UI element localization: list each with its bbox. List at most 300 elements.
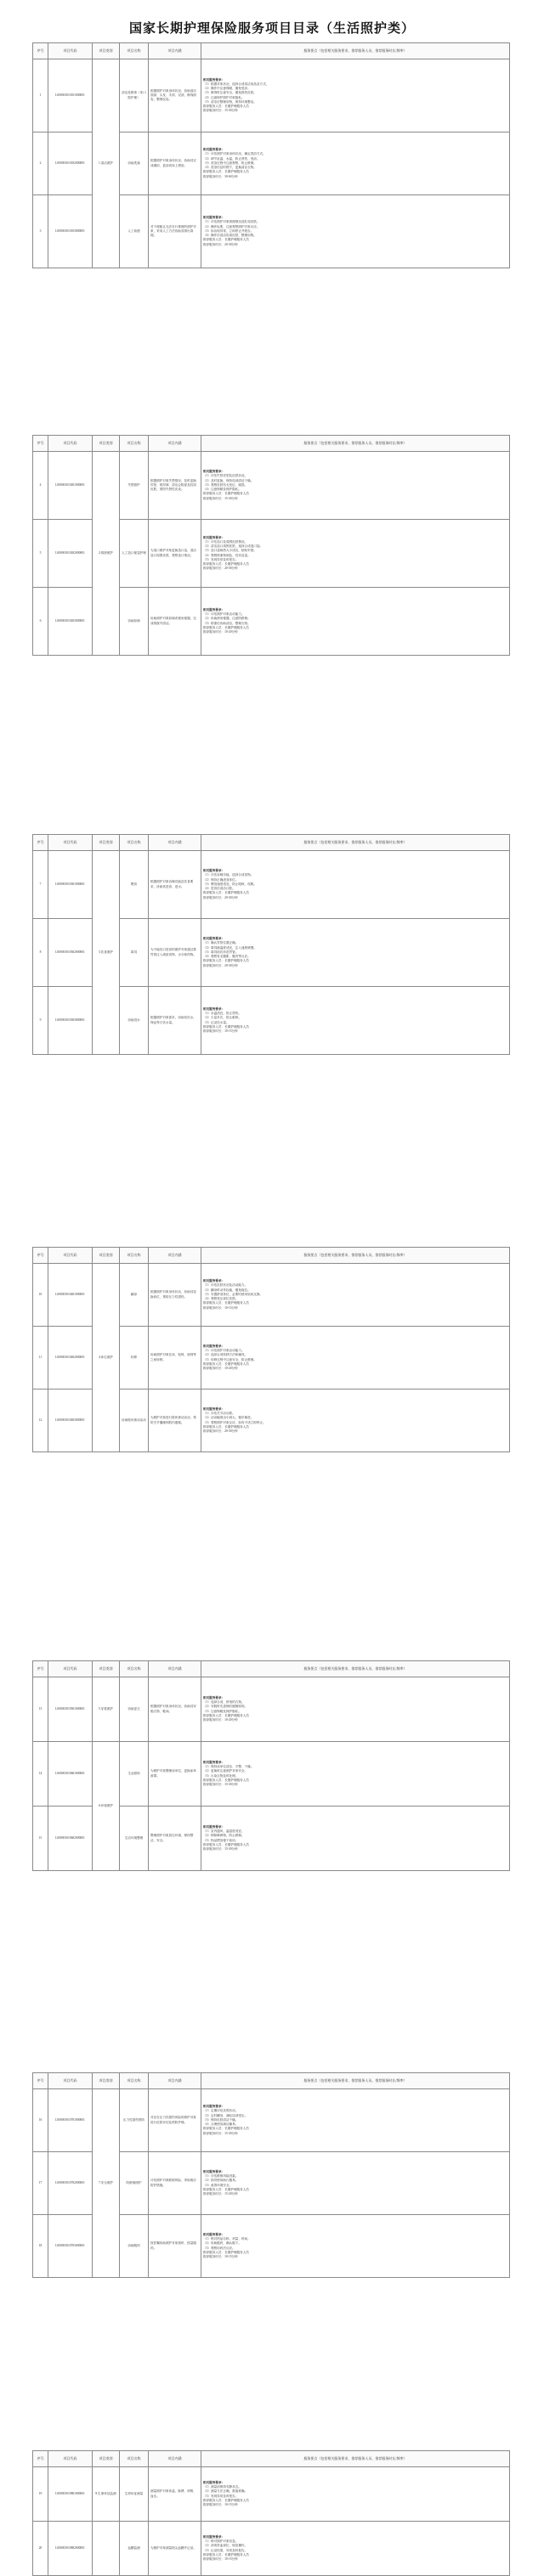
requirements-line: （4）进食后清洁口腔。 bbox=[203, 887, 235, 891]
row-number: 14 bbox=[33, 1742, 48, 1807]
header-content: 项目内涵 bbox=[149, 436, 201, 452]
row-number: 6 bbox=[33, 588, 48, 656]
requirements-line: （2）更换时注意照护对象安全。 bbox=[203, 1769, 248, 1773]
item-requirements bbox=[201, 520, 510, 588]
requirements-line: （1）评估造口及周围皮肤情况。 bbox=[203, 539, 248, 544]
requirements-line: 推荐服务时长：10-15分钟 bbox=[203, 2556, 238, 2561]
item-name: 压力性损伤预防 bbox=[120, 2089, 149, 2152]
item-code: L000001010802000001 bbox=[48, 2522, 93, 2576]
header-no: 序号 bbox=[33, 2073, 48, 2089]
row-number: 3 bbox=[33, 195, 48, 268]
requirements-heading: 相关服务要求： bbox=[203, 1695, 225, 1699]
requirements-heading: 相关服务要求： bbox=[203, 2232, 225, 2236]
catalog-table-page bbox=[32, 2072, 510, 2278]
requirements-line: （2）协助使用便器，注意防跌倒。 bbox=[203, 617, 251, 621]
requirements-line: 推荐服务时长：30-60分钟 bbox=[203, 174, 238, 178]
requirements-heading: 相关服务要求： bbox=[203, 607, 225, 612]
requirements-line: （1）评估皮肤状况及活动能力。 bbox=[203, 1283, 248, 1288]
header-requirements: 服务要点（包括相关服务要求、推荐服务人员、推荐服务时长/频率） bbox=[201, 1248, 510, 1264]
requirements-heading: 相关服务要求： bbox=[203, 1824, 225, 1829]
header-no: 序号 bbox=[33, 1661, 48, 1677]
row-number: 15 bbox=[33, 1807, 48, 1871]
header-no: 序号 bbox=[33, 2451, 48, 2467]
item-code: L000001010702000001 bbox=[48, 2152, 93, 2215]
item-code: L000001010201000001 bbox=[48, 452, 93, 520]
row-number: 8 bbox=[33, 919, 48, 987]
row-number: 19 bbox=[33, 2467, 48, 2522]
requirements-line: （4）洗浴后及时擦干，更换清洁衣物。 bbox=[203, 166, 257, 170]
requirements-heading: 相关服务要求： bbox=[203, 216, 225, 220]
requirements-line: 推荐服务人员：长期护理服务人员 bbox=[203, 561, 249, 566]
item-content: 为照护对象进行肢体被动活动，预防关节僵硬和肌肉萎缩。 bbox=[149, 1389, 201, 1452]
requirements-line: （1）选择合适、舒适的衣物。 bbox=[203, 1700, 245, 1705]
item-code: L000001010703000001 bbox=[48, 2215, 93, 2278]
item-category: 3.饮食照护 bbox=[93, 851, 120, 1055]
item-name: 转移 bbox=[120, 1327, 149, 1389]
header-name: 项目名称 bbox=[120, 2451, 149, 2467]
requirements-line: （1）核对药品名称、剂量、时间。 bbox=[203, 2237, 251, 2241]
row-number: 12 bbox=[33, 1389, 48, 1452]
header-name: 项目名称 bbox=[120, 436, 149, 452]
item-name: 生活环境整理 bbox=[120, 1807, 149, 1871]
item-requirements bbox=[201, 2089, 510, 2152]
requirements-line: 推荐服务人员：长期护理服务人员 bbox=[203, 1424, 249, 1429]
item-name: 协助洗澡 bbox=[120, 132, 149, 195]
requirements-heading: 相关服务要求： bbox=[203, 1344, 225, 1348]
item-category: 2.排泄照护 bbox=[93, 452, 120, 656]
item-requirements bbox=[201, 2152, 510, 2215]
requirements-line: （5）清洁后整理用物，保持环境整洁。 bbox=[203, 99, 257, 104]
item-category bbox=[93, 2522, 120, 2576]
requirements-line: （4）观察有无腹胀、腹泻等反应。 bbox=[203, 955, 251, 959]
header-content: 项目内涵 bbox=[149, 1248, 201, 1264]
page-title: 国家长期护理保险服务项目目录（生活照护类） bbox=[128, 22, 415, 36]
item-category: 6.环境照护 bbox=[93, 1742, 120, 1871]
row-number: 4 bbox=[33, 452, 48, 520]
requirements-line: （1）核对照护对象信息。 bbox=[203, 2539, 239, 2544]
item-name: 协助服药 bbox=[120, 2215, 149, 2278]
header-type: 项目类别 bbox=[93, 835, 120, 851]
requirements-line: （4）注意保护照护对象隐私。 bbox=[203, 95, 245, 99]
requirements-line: （3）如出现异常，立即停止并报告。 bbox=[203, 228, 254, 233]
requirements-line: 推荐服务时长：10-15分钟 bbox=[203, 1029, 238, 1033]
requirements-line: 推荐服务人员：长期护理服务人员 bbox=[203, 492, 249, 496]
requirements-line: 推荐服务人员：长期护理服务人员 bbox=[203, 170, 249, 174]
requirements-line: （1）定期评估皮肤状况。 bbox=[203, 2109, 239, 2113]
requirements-line: 推荐服务人员：长期护理服务人员 bbox=[203, 238, 249, 242]
item-requirements bbox=[201, 1389, 510, 1452]
table-row bbox=[33, 1742, 510, 1807]
catalog-table-page bbox=[32, 42, 510, 268]
header-type: 项目类别 bbox=[93, 436, 120, 452]
item-category: 8.生命体征监测 bbox=[93, 2467, 120, 2522]
requirements-line: （3）记录结果，异常及时报告。 bbox=[203, 2548, 248, 2552]
table-row bbox=[33, 2089, 510, 2152]
row-number: 11 bbox=[33, 1327, 48, 1389]
requirements-line: 推荐服务时长：15-30分钟 bbox=[203, 1782, 238, 1786]
requirements-line: 推荐服务人员：长期护理服务人员 bbox=[203, 2127, 249, 2131]
row-number: 9 bbox=[33, 987, 48, 1055]
item-name: 防跌倒照护 bbox=[120, 2152, 149, 2215]
item-code: L000001010401000001 bbox=[48, 1264, 93, 1327]
requirements-line: （1）评估照护对象身体状况，确定洗浴方式。 bbox=[203, 152, 266, 156]
item-requirements bbox=[201, 851, 510, 919]
requirements-line: （1）评估照护对象排便情况及肛周皮肤。 bbox=[203, 220, 260, 224]
requirements-line: （1）保持床单位清洁、平整、干燥。 bbox=[203, 1765, 254, 1769]
requirements-heading: 相关服务要求： bbox=[203, 937, 225, 941]
requirements-heading: 相关服务要求： bbox=[203, 2105, 225, 2109]
catalog-table bbox=[32, 435, 510, 656]
requirements-line: 推荐服务时长：10-20分钟 bbox=[203, 1717, 238, 1722]
requirements-line: 推荐服务人员：长期护理服务人员 bbox=[203, 1301, 249, 1305]
requirements-heading: 相关服务要求： bbox=[203, 2169, 225, 2173]
requirements-line: 推荐服务时长：10-15分钟 bbox=[203, 2254, 238, 2258]
requirements-line: 推荐服务时长：20-30分钟 bbox=[203, 566, 238, 571]
table-row bbox=[33, 2467, 510, 2522]
requirements-line: （3）污染衣物及时处理。 bbox=[203, 1773, 239, 1778]
item-category: 7.安全照护 bbox=[93, 2089, 120, 2278]
table-row bbox=[33, 452, 510, 520]
requirements-heading: 相关服务要求： bbox=[203, 2480, 225, 2484]
item-name: 人工取便 bbox=[120, 195, 149, 268]
header-no: 序号 bbox=[33, 436, 48, 452]
header-code: 项目代码 bbox=[48, 43, 93, 59]
requirements-heading: 相关服务要求： bbox=[203, 869, 225, 873]
requirements-line: （1）评估吞咽功能，选择合适食物。 bbox=[203, 873, 254, 877]
requirements-line: （4）观察排泄物颜色、性状及量。 bbox=[203, 553, 251, 557]
requirements-line: （2）指导使用助行器具。 bbox=[203, 2179, 239, 2183]
requirements-line: （3）观察照护对象反应，如有不适立即停止。 bbox=[203, 1420, 266, 1424]
item-code: L000001010202000001 bbox=[48, 520, 93, 588]
item-content: 对存在压力性损伤风险的照护对象进行皮肤评估及预防护理。 bbox=[149, 2089, 201, 2152]
requirements-line: （3）保持皮肤清洁干燥。 bbox=[203, 2117, 239, 2122]
row-number: 13 bbox=[33, 1677, 48, 1742]
requirements-line: （1）根据对象状况，选择合适清洁用品及方式。 bbox=[203, 82, 269, 86]
requirements-line: （2）鼻饲液温度适宜，注入速度缓慢。 bbox=[203, 945, 257, 950]
requirements-heading: 相关服务要求： bbox=[203, 1760, 225, 1764]
header-code: 项目代码 bbox=[48, 1661, 93, 1677]
item-code: L000001010302000001 bbox=[48, 919, 93, 987]
catalog-table bbox=[32, 1247, 510, 1452]
item-code: L000001010101000001 bbox=[48, 59, 93, 132]
item-requirements bbox=[201, 2467, 510, 2522]
item-name: 失禁照护 bbox=[120, 452, 149, 520]
requirements-line: （2）移除障碍物，防止跌倒。 bbox=[203, 1834, 245, 1838]
item-requirements bbox=[201, 1742, 510, 1807]
requirements-line: （1）评估照护对象活动能力。 bbox=[203, 612, 245, 617]
requirements-line: （3）改善环境安全。 bbox=[203, 2183, 233, 2187]
requirements-line: （1）确认胃管位置正确。 bbox=[203, 941, 239, 945]
row-number: 16 bbox=[33, 2089, 48, 2152]
requirements-line: （2）翻身时动作轻稳，避免拖拉。 bbox=[203, 1288, 251, 1292]
row-number: 1 bbox=[33, 59, 48, 132]
requirements-line: （1）评估失禁类型及皮肤状况。 bbox=[203, 474, 248, 478]
table-row bbox=[33, 2522, 510, 2576]
requirements-line: （2）保持正确进食体位。 bbox=[203, 877, 239, 882]
item-content: 协助照护对象在床、轮椅、座椅等之间转移。 bbox=[149, 1327, 201, 1389]
item-content: 根据照护对象身体状况，协助其穿脱衣物、鞋袜。 bbox=[149, 1677, 201, 1742]
requirements-heading: 相关服务要求： bbox=[203, 2534, 225, 2539]
header-content: 项目内涵 bbox=[149, 835, 201, 851]
header-type: 项目类别 bbox=[93, 1248, 120, 1264]
requirements-line: 推荐服务时长：10-15分钟 bbox=[203, 2502, 238, 2506]
item-content: 根据照护对象需求，协助其饮水，保证每日饮水量。 bbox=[149, 987, 201, 1055]
header-code: 项目代码 bbox=[48, 436, 93, 452]
row-number: 18 bbox=[33, 2215, 48, 2278]
requirements-line: 推荐服务人员：长期护理服务人员 bbox=[203, 2552, 249, 2556]
requirements-line: 推荐服务时长：15-30分钟 bbox=[203, 496, 238, 500]
requirements-line: （2）协助服药，确认服下。 bbox=[203, 2241, 241, 2246]
header-type: 项目类别 bbox=[93, 2073, 120, 2089]
requirements-line: （4）合理使用减压辅具。 bbox=[203, 2122, 239, 2127]
requirements-line: （3）注意保暖及保护隐私。 bbox=[203, 1709, 241, 1713]
requirements-line: 推荐服务人员：长期护理服务人员 bbox=[203, 2498, 249, 2502]
header-requirements: 服务要点（包括相关服务要求、推荐服务人员、推荐服务时长/频率） bbox=[201, 1661, 510, 1677]
catalog-table-page bbox=[32, 834, 510, 1055]
item-requirements bbox=[201, 195, 510, 268]
table-row bbox=[33, 1677, 510, 1742]
row-number: 20 bbox=[33, 2522, 48, 2576]
item-requirements bbox=[201, 919, 510, 987]
requirements-line: 推荐服务时长：20-30分钟 bbox=[203, 242, 238, 246]
catalog-table bbox=[32, 834, 510, 1055]
header-content: 项目内涵 bbox=[149, 2451, 201, 2467]
item-code: L000001010701000001 bbox=[48, 2089, 93, 2152]
item-name: 协助如厕 bbox=[120, 588, 149, 656]
requirements-line: （4）注意保暖及保护隐私。 bbox=[203, 488, 241, 492]
requirements-line: （3）排泄后协助清洁，整理衣物。 bbox=[203, 621, 251, 625]
item-content: 根据照护对象身体状况，协助清洁面部、头发、手部、足部，修饰面容，整理仪容。 bbox=[149, 59, 201, 132]
requirements-heading: 相关服务要求： bbox=[203, 1006, 225, 1011]
requirements-line: （3）造口袋裁剪大小适宜，粘贴牢固。 bbox=[203, 549, 257, 553]
item-requirements bbox=[201, 452, 510, 520]
item-content: 根据照护对象身体状况，协助其变换体位，预防压力性损伤。 bbox=[149, 1264, 201, 1327]
requirements-line: 推荐服务人员：长期护理服务人员 bbox=[203, 1024, 249, 1029]
item-code: L000001010601000001 bbox=[48, 1742, 93, 1807]
item-name: 翻身 bbox=[120, 1264, 149, 1327]
requirements-heading: 相关服务要求： bbox=[203, 535, 225, 539]
item-content: 为不能经口进食的照护对象通过鼻胃管注入流质食物、水分和药物。 bbox=[149, 919, 201, 987]
requirements-line: 推荐服务人员：长期护理服务人员 bbox=[203, 625, 249, 629]
item-content: 整理照护对象居住环境，保持整洁、安全。 bbox=[149, 1807, 201, 1871]
item-code: L000001010801000001 bbox=[48, 2467, 93, 2522]
requirements-heading: 相关服务要求： bbox=[203, 77, 225, 82]
catalog-table bbox=[32, 42, 510, 268]
requirements-line: （3）记录饮水量。 bbox=[203, 1020, 230, 1024]
item-requirements bbox=[201, 2215, 510, 2278]
requirements-line: 推荐服务时长：20-30分钟 bbox=[203, 895, 238, 899]
requirements-line: （2）定时翻身，减轻局部受压。 bbox=[203, 2113, 248, 2117]
catalog-table bbox=[32, 1660, 510, 1871]
requirements-line: （2）操作轻柔，注意观察照护对象反应。 bbox=[203, 224, 260, 228]
item-requirements bbox=[201, 59, 510, 132]
item-content: 对于便秘且无法自行排便的照护对象，采用人工方法协助其排出粪便。 bbox=[149, 195, 201, 268]
item-requirements bbox=[201, 588, 510, 656]
row-number: 2 bbox=[33, 132, 48, 195]
header-no: 序号 bbox=[33, 1248, 48, 1264]
item-requirements bbox=[201, 1807, 510, 1871]
requirements-line: （2）少量多次，防止呛咳。 bbox=[203, 1016, 241, 1020]
header-requirements: 服务要点（包括相关服务要求、推荐服务人员、推荐服务时长/频率） bbox=[201, 835, 510, 851]
item-name: 人工造口便袋护理 bbox=[120, 520, 149, 588]
requirements-line: （1）评估照护对象活动能力。 bbox=[203, 1349, 245, 1353]
requirements-line: （1）室内通风、温湿度适宜。 bbox=[203, 1829, 245, 1834]
header-no: 序号 bbox=[33, 43, 48, 59]
header-code: 项目代码 bbox=[48, 2451, 93, 2467]
header-requirements: 服务要点（包括相关服务要求、推荐服务人员、推荐服务时长/频率） bbox=[201, 2451, 510, 2467]
header-name: 项目名称 bbox=[120, 2073, 149, 2089]
header-type: 项目类别 bbox=[93, 1661, 120, 1677]
item-content: 测量照护对象体温、脉搏、呼吸、血压。 bbox=[149, 2467, 201, 2522]
requirements-line: （5）发现异常及时报告。 bbox=[203, 557, 239, 561]
requirements-line: （3）物品摆放便于取用。 bbox=[203, 1838, 239, 1842]
item-category: 4.体位照护 bbox=[93, 1264, 120, 1452]
row-number: 5 bbox=[33, 520, 48, 588]
item-requirements bbox=[201, 1327, 510, 1389]
item-requirements bbox=[201, 1264, 510, 1327]
header-requirements: 服务要点（包括相关服务要求、推荐服务人员、推荐服务时长/频率） bbox=[201, 2073, 510, 2089]
requirements-line: （3）发现异常及时报告。 bbox=[203, 2494, 239, 2498]
item-code: L000001010403000001 bbox=[48, 1389, 93, 1452]
header-code: 项目代码 bbox=[48, 2073, 93, 2089]
item-code: L000001010203000001 bbox=[48, 588, 93, 656]
item-code: L000001010501000001 bbox=[48, 1677, 93, 1742]
header-name: 项目名称 bbox=[120, 1248, 149, 1264]
header-type: 项目类别 bbox=[93, 43, 120, 59]
requirements-line: （3）鼻饲前后冲洗胃管。 bbox=[203, 950, 239, 954]
header-code: 项目代码 bbox=[48, 835, 93, 851]
requirements-line: 推荐服务时长：15-30分钟 bbox=[203, 2131, 238, 2135]
item-code: L000001010402000001 bbox=[48, 1327, 93, 1389]
requirements-line: 推荐服务时长：10-20分钟 bbox=[203, 629, 238, 634]
table-row bbox=[33, 851, 510, 919]
requirements-line: 推荐服务人员：长期护理服务人员 bbox=[203, 2250, 249, 2254]
item-category: 5.穿着照护 bbox=[93, 1677, 120, 1742]
item-code: L000001010102000001 bbox=[48, 132, 93, 195]
item-name: 鼻饲 bbox=[120, 919, 149, 987]
requirements-line: （2）选择合适转移方法和辅具。 bbox=[203, 1353, 248, 1357]
header-code: 项目代码 bbox=[48, 1248, 93, 1264]
requirements-line: （2）操作中注意保暖，避免受凉。 bbox=[203, 87, 251, 91]
requirements-heading: 相关服务要求： bbox=[203, 1406, 225, 1411]
requirements-line: 推荐服务时长：15-30分钟 bbox=[203, 1846, 238, 1851]
header-content: 项目内涵 bbox=[149, 1661, 201, 1677]
requirements-line: 推荐服务人员：长期护理服务人员 bbox=[203, 1778, 249, 1782]
requirements-line: （3）喂食速度适宜，防止呛咳、误吸。 bbox=[203, 882, 257, 886]
item-content: 为照护对象测量指尖血糖并记录。 bbox=[149, 2522, 201, 2576]
catalog-table-page bbox=[32, 1247, 510, 1452]
requirements-line: （3）洗浴过程中注意观察，防止跌倒。 bbox=[203, 161, 257, 165]
requirements-line: 推荐服务时长：20-30分钟 bbox=[203, 1429, 238, 1433]
item-content: 按医嘱协助照护对象按时、按量服药。 bbox=[149, 2215, 201, 2278]
requirements-line: （4）观察受压部位皮肤。 bbox=[203, 1297, 239, 1301]
item-name: 生命体征测量 bbox=[120, 2467, 149, 2522]
requirements-line: （2）活动幅度由小到大，循序渐进。 bbox=[203, 1416, 254, 1420]
header-no: 序号 bbox=[33, 835, 48, 851]
header-name: 项目名称 bbox=[120, 835, 149, 851]
item-content: 协助照护对象如厕或使用便器，完成排泄并清洁。 bbox=[149, 588, 201, 656]
header-content: 项目内涵 bbox=[149, 2073, 201, 2089]
header-requirements: 服务要点（包括相关服务要求、推荐服务人员、推荐服务时长/频率） bbox=[201, 436, 510, 452]
item-code: L000001010303000001 bbox=[48, 987, 93, 1055]
requirements-line: （2）测量方法正确，数值准确。 bbox=[203, 2489, 248, 2494]
requirements-line: 推荐服务时长：10-20分钟 bbox=[203, 1366, 238, 1370]
item-code: L000001010602000001 bbox=[48, 1807, 93, 1871]
requirements-line: （1）测量前保持安静状态。 bbox=[203, 2485, 241, 2489]
requirements-line: 推荐服务人员：长期护理服务人员 bbox=[203, 1713, 249, 1717]
header-type: 项目类别 bbox=[93, 2451, 120, 2467]
item-content: 根据照护对象失禁情况，及时更换尿垫、纸尿裤，清洁会阴部及肛周皮肤，预防失禁性皮炎。 bbox=[149, 452, 201, 520]
item-name: 协助肢体被动活动 bbox=[120, 1389, 149, 1452]
item-requirements bbox=[201, 2522, 510, 2576]
item-name: 协助更衣 bbox=[120, 1677, 149, 1742]
row-number: 10 bbox=[33, 1264, 48, 1327]
requirements-line: 推荐服务人员：长期护理服务人员 bbox=[203, 2187, 249, 2191]
requirements-line: （2）穿脱时先患侧后健侧原则。 bbox=[203, 1705, 248, 1709]
catalog-table-page bbox=[32, 2450, 510, 2576]
item-content: 为造口照护对象更换造口袋，清洁造口周围皮肤，观察造口情况。 bbox=[149, 520, 201, 588]
requirements-line: （1）水温适宜，防止烫伤。 bbox=[203, 1012, 241, 1016]
requirements-line: 推荐服务时长：15-30分钟 bbox=[203, 109, 238, 113]
item-name: 血糖监测 bbox=[120, 2522, 149, 2576]
requirements-line: （3）转移过程中注意安全，防止跌倒。 bbox=[203, 1357, 257, 1361]
item-code: L000001010301000001 bbox=[48, 851, 93, 919]
catalog-table-page bbox=[32, 1660, 510, 1871]
item-content: 根据照护对象吞咽功能及饮食要求，协助其进食、进水。 bbox=[149, 851, 201, 919]
item-content: 为照护对象整理床单位，更换床单被罩。 bbox=[149, 1742, 201, 1807]
requirements-heading: 相关服务要求： bbox=[203, 1279, 225, 1283]
requirements-line: （3）观察皮肤有无发红、破损。 bbox=[203, 482, 248, 487]
item-content: 根据照护对象身体状况，协助其完成淋浴、盆浴或床上擦浴。 bbox=[149, 132, 201, 195]
item-content: 评估照护对象跌倒风险，采取相应防护措施。 bbox=[149, 2152, 201, 2215]
header-content: 项目内涵 bbox=[149, 43, 201, 59]
item-category: 1.清洁照护 bbox=[93, 59, 120, 268]
item-code: L000001010103000001 bbox=[48, 195, 93, 268]
requirements-line: 推荐服务时长：10-15分钟 bbox=[203, 1305, 238, 1310]
requirements-line: 推荐服务时长：15-20分钟 bbox=[203, 2191, 238, 2196]
header-requirements: 服务要点（包括相关服务要求、推荐服务人员、推荐服务时长/频率） bbox=[201, 43, 510, 59]
requirements-line: 推荐服务人员：长期护理服务人员 bbox=[203, 1842, 249, 1846]
requirements-line: 推荐服务人员：长期护理服务人员 bbox=[203, 891, 249, 895]
item-name: 喂食 bbox=[120, 851, 149, 919]
item-requirements bbox=[201, 987, 510, 1055]
requirements-line: （2）调节室温、水温，防止烫伤、受凉。 bbox=[203, 156, 260, 161]
requirements-line: 推荐服务人员：长期护理服务人员 bbox=[203, 959, 249, 963]
requirements-line: （1）评估关节活动度。 bbox=[203, 1412, 235, 1416]
item-name: 清洁及修饰（非口腔护理） bbox=[120, 59, 149, 132]
item-requirements bbox=[201, 132, 510, 195]
catalog-table-page bbox=[32, 435, 510, 656]
requirements-line: 推荐服务人员：长期护理服务人员 bbox=[203, 1361, 249, 1366]
catalog-table bbox=[32, 2450, 510, 2576]
requirements-heading: 相关服务要求： bbox=[203, 470, 225, 474]
requirements-line: （2）消毒采血部位，规范操作。 bbox=[203, 2544, 248, 2548]
table-row bbox=[33, 59, 510, 132]
requirements-line: 推荐服务时长：20-30分钟 bbox=[203, 963, 238, 967]
requirements-line: （3）修饰时注意安全，避免损伤皮肤。 bbox=[203, 91, 257, 95]
table-row bbox=[33, 1264, 510, 1327]
catalog-table bbox=[32, 2072, 510, 2278]
requirements-line: （4）操作后清洁肛周皮肤，整理用物。 bbox=[203, 234, 257, 238]
item-name: 生活照料 bbox=[120, 1742, 149, 1807]
row-number: 17 bbox=[33, 2152, 48, 2215]
requirements-line: （1）评估跌倒风险因素。 bbox=[203, 2174, 239, 2179]
header-name: 项目名称 bbox=[120, 1661, 149, 1677]
requirements-line: （2）及时更换，保持局部清洁干燥。 bbox=[203, 478, 254, 482]
requirements-heading: 相关服务要求： bbox=[203, 148, 225, 152]
row-number: 7 bbox=[33, 851, 48, 919]
item-requirements bbox=[201, 1677, 510, 1742]
